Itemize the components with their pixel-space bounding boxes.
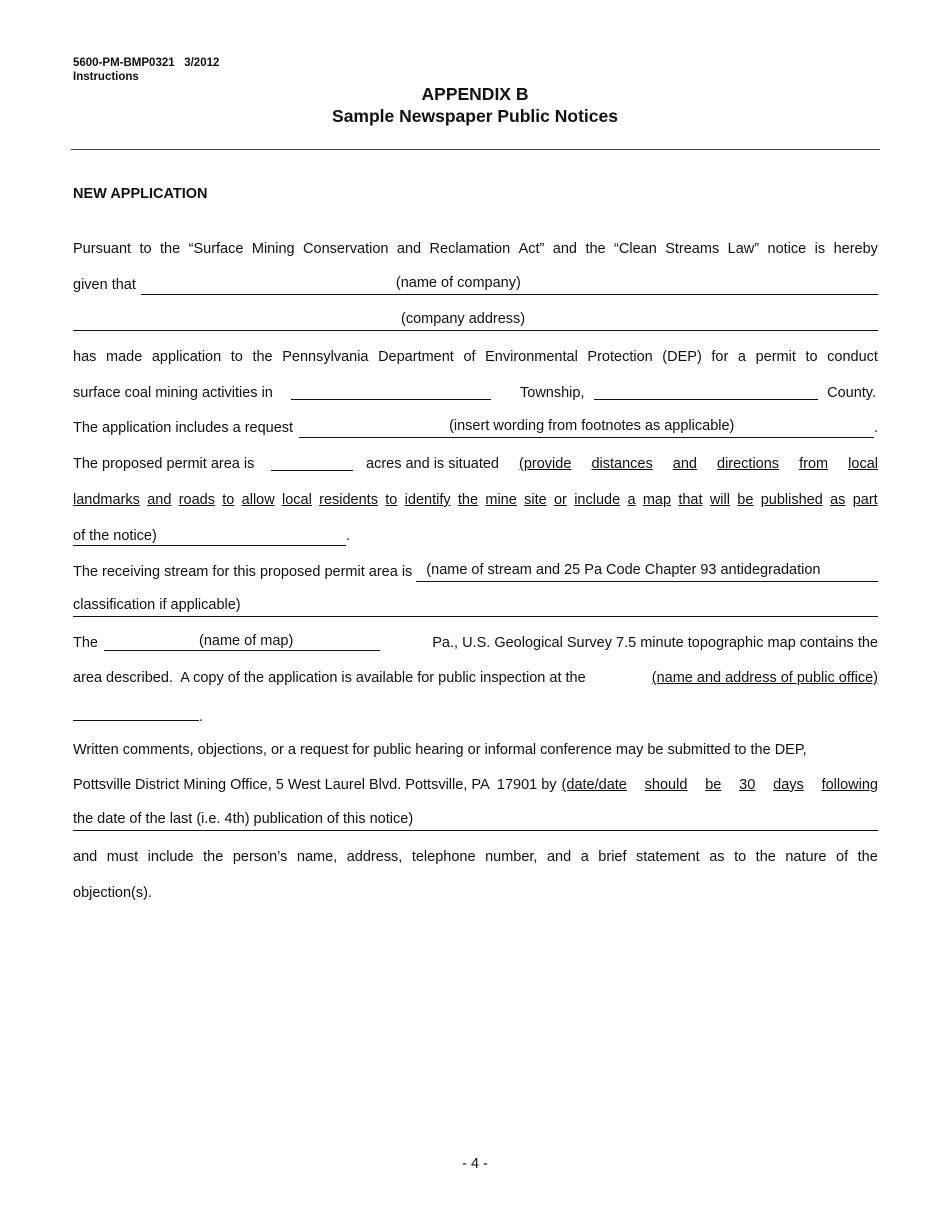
word: published bbox=[760, 492, 823, 508]
notice-line-15: Written comments, objections, or a request for public hearing or informal conference may be submitted to the DEP, bbox=[73, 742, 807, 758]
word: and bbox=[552, 241, 577, 257]
county-label: County. bbox=[827, 385, 876, 401]
appendix-title: APPENDIX B bbox=[421, 84, 529, 104]
word: the bbox=[203, 849, 224, 865]
word: the bbox=[585, 241, 606, 257]
word: that bbox=[678, 492, 703, 508]
request-label: The application includes a request bbox=[73, 420, 294, 436]
word: is bbox=[814, 241, 826, 257]
period: . bbox=[199, 709, 204, 725]
word: the bbox=[252, 349, 273, 365]
given-that-label: given that bbox=[73, 277, 136, 293]
word: application bbox=[151, 349, 222, 365]
word: for bbox=[711, 349, 729, 365]
notice-line-11 bbox=[73, 597, 878, 617]
word: permit bbox=[755, 349, 796, 365]
word: and bbox=[672, 456, 697, 472]
date-field-end: the date of the last (i.e. 4th) publication of this notice) bbox=[73, 811, 878, 831]
word: allow bbox=[241, 492, 275, 508]
word: statement bbox=[636, 849, 700, 865]
stream-name-field: (name of stream and 25 Pa Code Chapter 93 antidegradation bbox=[416, 562, 878, 582]
word: Act” bbox=[518, 241, 545, 257]
word: the bbox=[755, 849, 776, 865]
word: and bbox=[546, 849, 572, 865]
notice-line-18 bbox=[73, 847, 878, 867]
form-subtitle: Instructions bbox=[73, 71, 139, 83]
word: Conservation bbox=[303, 241, 389, 257]
word: address, bbox=[346, 849, 403, 865]
page-title: Sample Newspaper Public Notices bbox=[332, 106, 618, 126]
district-office-label: Pottsville District Mining Office, 5 West Laurel Blvd. Pottsville, PA 17901 by bbox=[73, 777, 557, 793]
word: to bbox=[385, 492, 398, 508]
word: be bbox=[705, 777, 722, 793]
word: person’s bbox=[232, 849, 288, 865]
topographic-map-text: Pa., U.S. Geological Survey 7.5 minute topographic map contains the bbox=[432, 635, 878, 651]
township-blank bbox=[291, 383, 491, 400]
word: (date/date bbox=[561, 777, 627, 793]
public-office-blank bbox=[73, 704, 199, 721]
page-number: - 4 - bbox=[462, 1156, 488, 1172]
company-name-field: (name of company) bbox=[141, 275, 878, 295]
word: of bbox=[836, 849, 849, 865]
word: to bbox=[139, 241, 152, 257]
word: name, bbox=[296, 849, 338, 865]
word: to bbox=[805, 349, 818, 365]
word: Law” bbox=[727, 241, 760, 257]
classification-field: classification if applicable) bbox=[73, 597, 878, 617]
the-label: The bbox=[73, 635, 98, 651]
word: as bbox=[709, 849, 725, 865]
word: Pursuant bbox=[73, 241, 132, 257]
acres-blank bbox=[271, 454, 353, 471]
notice-line-1 bbox=[73, 239, 878, 259]
notice-line-12 bbox=[73, 633, 878, 653]
word: the bbox=[457, 492, 479, 508]
word: site bbox=[524, 492, 547, 508]
word: roads bbox=[178, 492, 215, 508]
word: nature bbox=[785, 849, 827, 865]
word: mine bbox=[485, 492, 517, 508]
word: has bbox=[73, 349, 97, 365]
word: include bbox=[147, 849, 194, 865]
word: be bbox=[737, 492, 754, 508]
situated-label: acres and is situated bbox=[366, 456, 499, 472]
word: Mining bbox=[251, 241, 295, 257]
word: (provide bbox=[519, 456, 572, 472]
word: telephone bbox=[411, 849, 476, 865]
word: directions bbox=[717, 456, 780, 472]
county-blank bbox=[594, 383, 818, 400]
word: and bbox=[73, 849, 98, 865]
word: a bbox=[627, 492, 636, 508]
notice-line-14 bbox=[73, 704, 878, 724]
directions-field-start bbox=[513, 454, 878, 474]
notice-line-8 bbox=[73, 490, 878, 510]
word: conduct bbox=[827, 349, 878, 365]
notice-line-19: objection(s). bbox=[73, 885, 152, 901]
word: will bbox=[709, 492, 730, 508]
word: landmarks bbox=[73, 492, 140, 508]
word: to bbox=[222, 492, 235, 508]
notice-line-17 bbox=[73, 811, 878, 831]
notice-line-13 bbox=[73, 668, 878, 688]
notice-line-6 bbox=[73, 418, 878, 438]
form-header bbox=[73, 56, 219, 84]
word: and bbox=[396, 241, 422, 257]
word: Pennsylvania bbox=[282, 349, 369, 365]
notice-line-3 bbox=[73, 311, 878, 331]
word: (DEP) bbox=[662, 349, 702, 365]
notice-line-16 bbox=[73, 775, 878, 795]
word: include bbox=[574, 492, 621, 508]
public-inspection-label: area described. A copy of the application is available for public inspection at the bbox=[73, 670, 586, 686]
permit-area-label: The proposed permit area is bbox=[73, 456, 255, 472]
request-wording-field: (insert wording from footnotes as applicable) bbox=[299, 418, 874, 438]
word: number, bbox=[485, 849, 538, 865]
word: hereby bbox=[833, 241, 878, 257]
word: “Surface bbox=[188, 241, 244, 257]
word: days bbox=[773, 777, 804, 793]
word: following bbox=[821, 777, 878, 793]
word: must bbox=[106, 849, 139, 865]
word: distances bbox=[591, 456, 653, 472]
word: Department bbox=[378, 349, 454, 365]
word: should bbox=[644, 777, 688, 793]
notice-line-2 bbox=[73, 275, 878, 295]
word: local bbox=[848, 456, 878, 472]
word: to bbox=[734, 849, 747, 865]
word: a bbox=[580, 849, 589, 865]
word: 30 bbox=[739, 777, 756, 793]
section-heading: NEW APPLICATION bbox=[73, 186, 208, 202]
word: Environmental bbox=[485, 349, 578, 365]
directions-field-end: of the notice) bbox=[73, 528, 346, 546]
public-office-field: (name and address of public office) bbox=[651, 670, 878, 686]
date-field-start bbox=[562, 775, 878, 795]
word: made bbox=[105, 349, 143, 365]
word: the bbox=[857, 849, 878, 865]
word: identify bbox=[404, 492, 451, 508]
word: notice bbox=[767, 241, 807, 257]
township-label: Township, bbox=[520, 385, 585, 401]
word: “Clean bbox=[614, 241, 657, 257]
word: Protection bbox=[587, 349, 653, 365]
period: . bbox=[346, 528, 351, 544]
word: as bbox=[830, 492, 846, 508]
word: Reclamation bbox=[429, 241, 511, 257]
notice-line-9 bbox=[73, 526, 878, 546]
notice-line-4 bbox=[73, 347, 878, 367]
word: and bbox=[147, 492, 172, 508]
company-address-field: (company address) bbox=[73, 311, 878, 331]
form-id: 5600-PM-BMP0321 3/2012 bbox=[73, 57, 220, 69]
word: to bbox=[230, 349, 243, 365]
notice-line-5 bbox=[73, 383, 878, 403]
map-name-field: (name of map) bbox=[104, 633, 380, 651]
period: . bbox=[873, 420, 878, 436]
word: map bbox=[642, 492, 672, 508]
receiving-stream-label: The receiving stream for this proposed permit area is bbox=[73, 564, 413, 580]
mining-activities-label: surface coal mining activities in bbox=[73, 385, 273, 401]
word: or bbox=[553, 492, 567, 508]
word: of bbox=[463, 349, 476, 365]
word: a bbox=[737, 349, 746, 365]
word: residents bbox=[319, 492, 378, 508]
word: from bbox=[799, 456, 829, 472]
notice-line-10 bbox=[73, 562, 878, 582]
word: part bbox=[852, 492, 878, 508]
word: Streams bbox=[665, 241, 720, 257]
word: brief bbox=[598, 849, 627, 865]
notice-line-7 bbox=[73, 454, 878, 474]
word: local bbox=[282, 492, 312, 508]
word: the bbox=[160, 241, 181, 257]
divider bbox=[71, 149, 880, 150]
